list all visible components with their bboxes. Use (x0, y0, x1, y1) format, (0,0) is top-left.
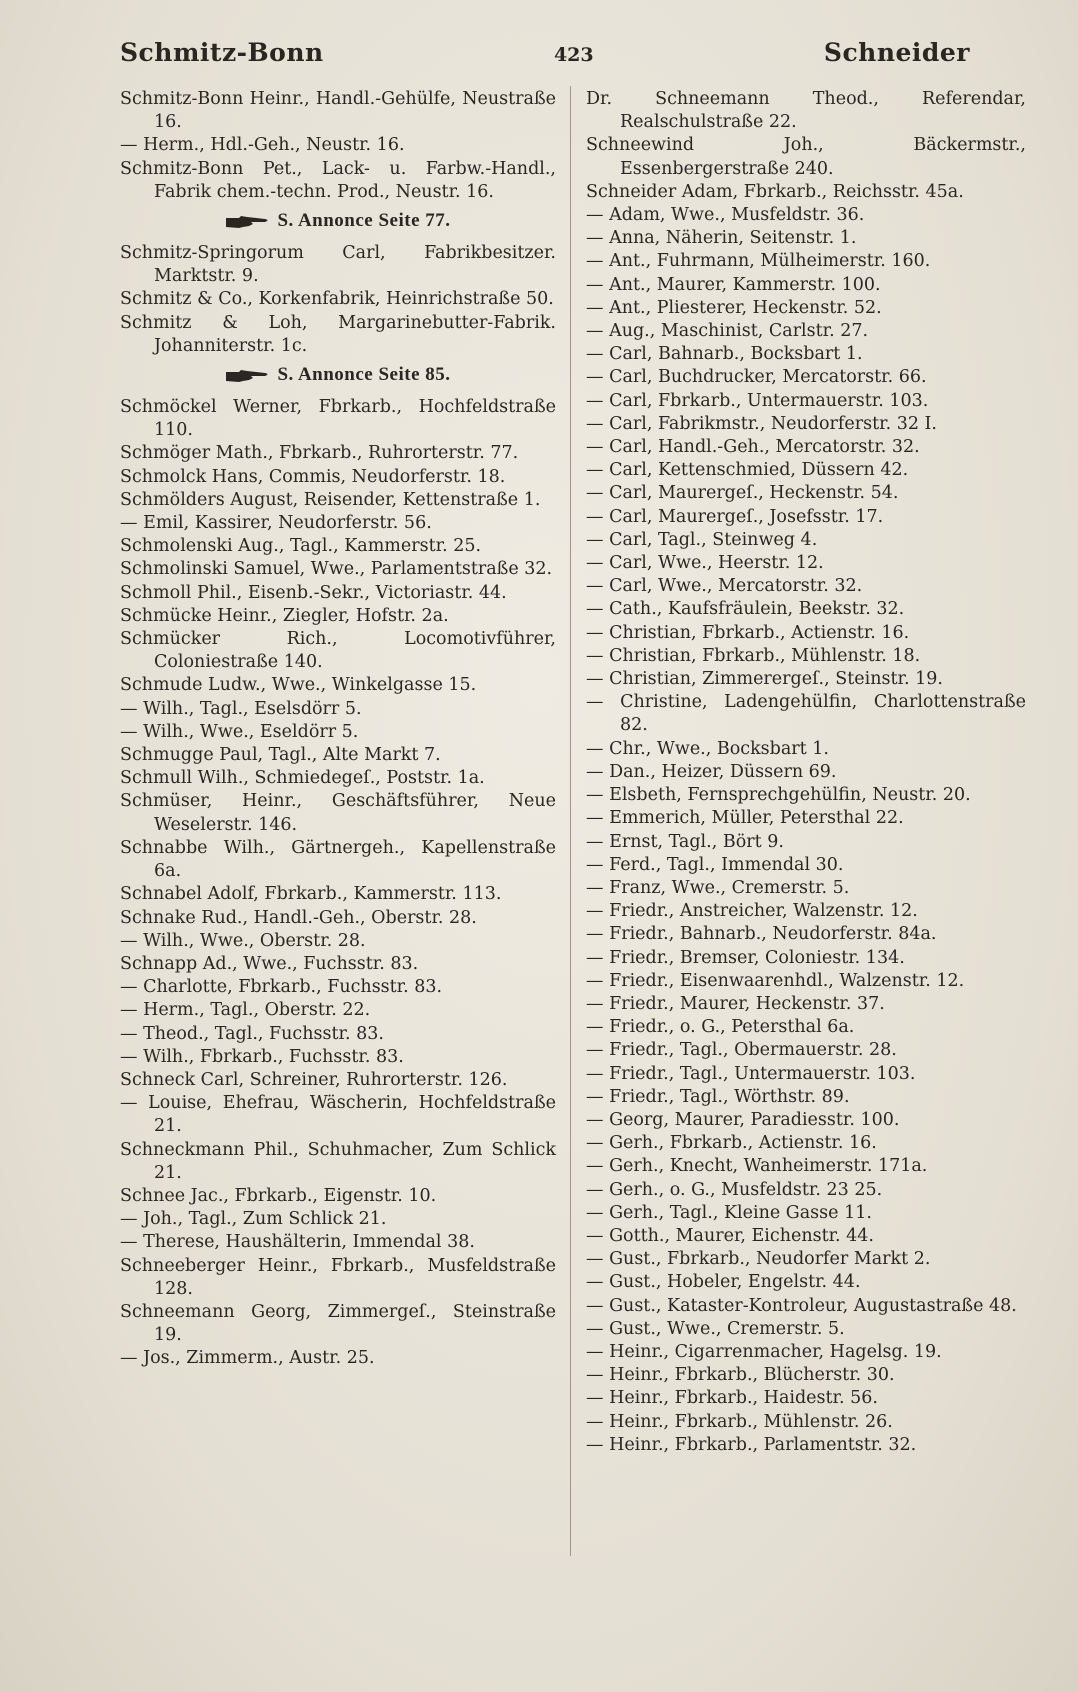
directory-entry: — Friedr., Tagl., Obermauerstr. 28. (586, 1040, 897, 1061)
directory-entry: Schnee Jac., Fbrkarb., Eigenstr. 10. (120, 1185, 437, 1206)
directory-entry: — Friedr., Bremser, Coloniestr. 134. (586, 947, 905, 968)
directory-entry: Schneewind Joh., Bäckermstr., Essenbergerstraße 240. (586, 135, 1026, 179)
directory-entry: — Friedr., Anstreicher, Walzenstr. 12. (586, 901, 918, 922)
directory-entry: — Herm., Tagl., Oberstr. 22. (120, 1000, 371, 1021)
directory-entry: — Gerh., Tagl., Kleine Gasse 11. (586, 1202, 872, 1223)
directory-entry: — Gerh., Fbrkarb., Actienstr. 16. (586, 1133, 877, 1154)
pointing-hand-icon (225, 369, 271, 383)
directory-entry: — Herm., Hdl.-Geh., Neustr. 16. (120, 135, 405, 156)
directory-entry: — Elsbeth, Fernsprechgehülfin, Neustr. 20. (586, 785, 971, 806)
directory-entry: — Dan., Heizer, Düssern 69. (586, 761, 837, 782)
directory-entry: — Heinr., Fbrkarb., Haidestr. 56. (586, 1388, 878, 1409)
directory-entry: — Carl, Maurergeſ., Heckenstr. 54. (586, 483, 899, 504)
directory-entry: — Charlotte, Fbrkarb., Fuchsstr. 83. (120, 977, 443, 998)
directory-entry: — Heinr., Fbrkarb., Blücherstr. 30. (586, 1365, 895, 1386)
directory-entry: — Louise, Ehefrau, Wäscherin, Hochfeldstraße 21. (120, 1093, 556, 1137)
directory-entry: — Emil, Kassirer, Neudorferstr. 56. (120, 513, 432, 534)
directory-entry: — Carl, Bahnarb., Bocksbart 1. (586, 344, 863, 365)
directory-entry: — Therese, Haushälterin, Immendal 38. (120, 1232, 475, 1253)
directory-entry: — Aug., Maschinist, Carlstr. 27. (586, 321, 869, 342)
directory-entry: Schmolenski Aug., Tagl., Kammerstr. 25. (120, 536, 482, 557)
directory-entry: — Ant., Maurer, Kammerstr. 100. (586, 274, 881, 295)
directory-entry: Schnake Rud., Handl.-Geh., Oberstr. 28. (120, 907, 477, 928)
directory-entry: Schmöckel Werner, Fbrkarb., Hochfeldstraße 110. (120, 397, 556, 441)
directory-entry: — Jos., Zimmerm., Austr. 25. (120, 1348, 375, 1369)
directory-entry: — Gust., Kataster-Kontroleur, Augustastraße 48. (586, 1295, 1017, 1316)
directory-entry: — Carl, Fbrkarb., Untermauerstr. 103. (586, 390, 929, 411)
directory-entry: Schneemann Georg, Zimmergeſ., Steinstraße 19. (120, 1301, 556, 1346)
directory-entry: — Wilh., Wwe., Oberstr. 28. (120, 930, 366, 951)
directory-entry: — Wilh., Tagl., Eselsdörr 5. (120, 698, 362, 719)
directory-entry: — Georg, Maurer, Paradiesstr. 100. (586, 1109, 900, 1130)
directory-entry: Schmüser, Heinr., Geschäftsführer, Neue Weselerstr. 146. (120, 791, 556, 835)
page-header (120, 38, 970, 78)
directory-entry: — Carl, Fabrikmstr., Neudorferstr. 32 I. (586, 413, 937, 434)
directory-entry: Schneider Adam, Fbrkarb., Reichsstr. 45a. (586, 181, 964, 202)
directory-entry: — Christian, Fbrkarb., Actienstr. 16. (586, 622, 910, 643)
page-number: 423 (553, 44, 594, 66)
directory-entry: — Friedr., Tagl., Untermauerstr. 103. (586, 1063, 916, 1084)
directory-entry: — Heinr., Cigarrenmacher, Hagelsg. 19. (586, 1341, 942, 1362)
directory-entry: Schmitz & Loh, Margarinebutter-Fabrik. Johanniterstr. 1c. (120, 312, 556, 356)
directory-entry: — Carl, Wwe., Mercatorstr. 32. (586, 576, 863, 597)
directory-entry: — Heinr., Fbrkarb., Parlamentstr. 32. (586, 1434, 917, 1455)
directory-entry: — Carl, Tagl., Steinweg 4. (586, 529, 818, 550)
directory-entry: Schmolinski Samuel, Wwe., Parlamentstraße 32. (120, 559, 553, 580)
directory-entry: Schmitz-Springorum Carl, Fabrikbesitzer. Marktstr. 9. (120, 243, 556, 287)
directory-entry: Schmölders August, Reisender, Kettenstraße 1. (120, 489, 541, 510)
right-column (586, 88, 1026, 1457)
annonce-text: S. Annonce Seite 85. (277, 364, 451, 386)
header-right-running-title: Schneider (823, 38, 970, 67)
directory-entry: Schmugge Paul, Tagl., Alte Markt 7. (120, 745, 441, 766)
directory-entry: — Heinr., Fbrkarb., Mühlenstr. 26. (586, 1411, 893, 1432)
directory-entry: — Friedr., Maurer, Heckenstr. 37. (586, 993, 885, 1014)
directory-entry: — Gotth., Maurer, Eichenstr. 44. (586, 1225, 874, 1246)
directory-entry: Schmücke Heinr., Ziegler, Hofstr. 2a. (120, 605, 449, 626)
directory-entry: — Ant., Fuhrmann, Mülheimerstr. 160. (586, 251, 931, 272)
directory-entry: — Ant., Pliesterer, Heckenstr. 52. (586, 297, 882, 318)
directory-entry: Schnapp Ad., Wwe., Fuchsstr. 83. (120, 953, 419, 974)
directory-entry: Schmitz & Co., Korkenfabrik, Heinrichstraße 50. (120, 289, 554, 310)
directory-entry: — Friedr., Eisenwaarenhdl., Walzenstr. 12. (586, 970, 965, 991)
directory-entry: Schmitz-Bonn Pet., Lack- u. Farbw.-Handl., Fabrik chem.-techn. Prod., Neustr. 16. (120, 158, 556, 202)
directory-entry: Schmolck Hans, Commis, Neudorferstr. 18. (120, 466, 506, 487)
directory-entry: — Emmerich, Müller, Petersthal 22. (586, 808, 904, 829)
directory-entry: — Christian, Fbrkarb., Mühlenstr. 18. (586, 645, 921, 666)
directory-entry: Schnabbe Wilh., Gärtnergeh., Kapellenstraße 6a. (120, 837, 556, 882)
directory-entry: — Christian, Zimmerergeſ., Steinstr. 19. (586, 669, 943, 690)
directory-entry: — Joh., Tagl., Zum Schlick 21. (120, 1209, 387, 1230)
directory-entry: Schmücker Rich., Locomotivführer, Coloniestraße 140. (120, 629, 556, 673)
directory-entry: — Ferd., Tagl., Immendal 30. (586, 854, 844, 875)
annonce-reference (120, 210, 556, 232)
directory-entry: — Gust., Fbrkarb., Neudorfer Markt 2. (586, 1249, 931, 1270)
directory-entry: — Gust., Wwe., Cremerstr. 5. (586, 1318, 845, 1339)
directory-entry: — Carl, Maurergeſ., Josefsstr. 17. (586, 506, 884, 527)
directory-entry: — Carl, Handl.-Geh., Mercatorstr. 32. (586, 437, 920, 458)
annonce-reference (120, 364, 556, 386)
column-divider (570, 86, 571, 1556)
header-left-running-title: Schmitz-Bonn (120, 38, 324, 67)
directory-entry: — Christine, Ladengehülfin, Charlottenstraße 82. (586, 692, 1026, 736)
directory-entry: Schmull Wilh., Schmiedegeſ., Poststr. 1a. (120, 768, 485, 789)
directory-entry: — Friedr., o. G., Petersthal 6a. (586, 1017, 855, 1038)
left-column (120, 88, 556, 1371)
directory-entry: — Gerh., Knecht, Wanheimerstr. 171a. (586, 1156, 928, 1177)
directory-entry: — Theod., Tagl., Fuchsstr. 83. (120, 1023, 384, 1044)
directory-entry: — Wilh., Fbrkarb., Fuchsstr. 83. (120, 1046, 404, 1067)
directory-entry: Schmitz-Bonn Heinr., Handl.-Gehülfe, Neustraße 16. (120, 89, 556, 133)
directory-entry: Dr. Schneemann Theod., Referendar, Realschulstraße 22. (586, 89, 1026, 133)
directory-entry: — Carl, Kettenschmied, Düssern 42. (586, 460, 909, 481)
directory-entry: — Carl, Wwe., Heerstr. 12. (586, 553, 824, 574)
directory-entry: Schmöger Math., Fbrkarb., Ruhrorterstr. 77. (120, 443, 519, 464)
directory-entry: — Ernst, Tagl., Bört 9. (586, 831, 784, 852)
directory-entry: Schneck Carl, Schreiner, Ruhrorterstr. 126. (120, 1069, 508, 1090)
directory-entry: Schnabel Adolf, Fbrkarb., Kammerstr. 113. (120, 884, 502, 905)
directory-entry: Schmude Ludw., Wwe., Winkelgasse 15. (120, 675, 477, 696)
pointing-hand-icon (225, 215, 271, 229)
directory-entry: Schmoll Phil., Eisenb.-Sekr., Victoriastr. 44. (120, 582, 507, 603)
directory-entry: — Anna, Näherin, Seitenstr. 1. (586, 228, 857, 249)
directory-entry: — Chr., Wwe., Bocksbart 1. (586, 738, 829, 759)
directory-entry: — Gust., Hobeler, Engelstr. 44. (586, 1272, 861, 1293)
annonce-text: S. Annonce Seite 77. (277, 210, 451, 232)
directory-entry: — Cath., Kaufsfräulein, Beekstr. 32. (586, 599, 905, 620)
directory-entry: — Franz, Wwe., Cremerstr. 5. (586, 877, 850, 898)
directory-entry: — Gerh., o. G., Musfeldstr. 23 25. (586, 1179, 883, 1200)
directory-entry: — Friedr., Bahnarb., Neudorferstr. 84a. (586, 924, 937, 945)
directory-entry: — Carl, Buchdrucker, Mercatorstr. 66. (586, 367, 927, 388)
directory-entry: Schneeberger Heinr., Fbrkarb., Musfeldstraße 128. (120, 1255, 556, 1299)
directory-entry: — Adam, Wwe., Musfeldstr. 36. (586, 205, 865, 226)
directory-entry: — Friedr., Tagl., Wörthstr. 89. (586, 1086, 850, 1107)
directory-entry: Schneckmann Phil., Schuhmacher, Zum Schlick 21. (120, 1139, 556, 1183)
directory-entry: — Wilh., Wwe., Eseldörr 5. (120, 721, 359, 742)
